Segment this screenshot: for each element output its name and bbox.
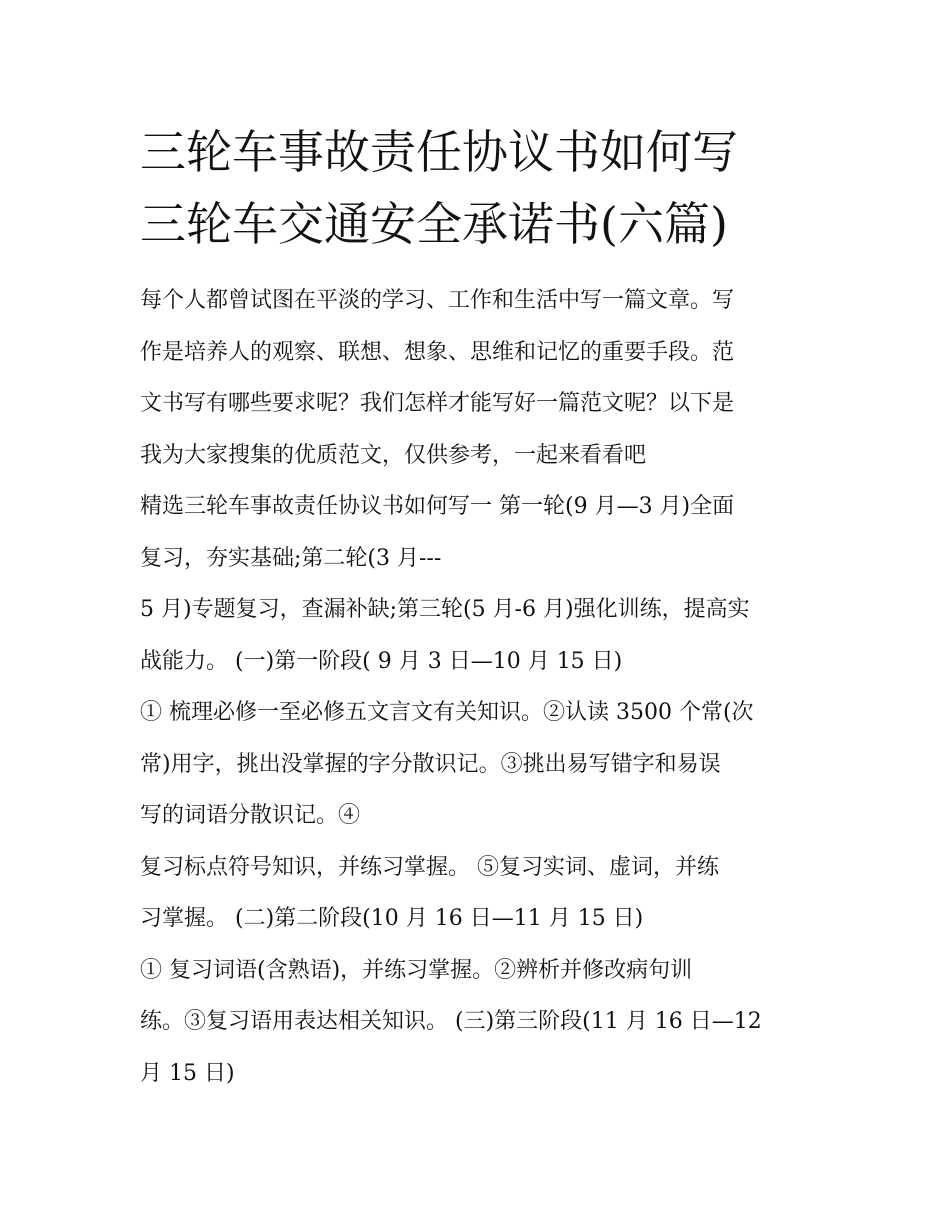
body-line: 练。③复习语用表达相关知识。 (三)第三阶段(11 月 16 日—12 [140,1009,762,1034]
document-title [140,116,840,260]
body-line: 战能力。 (一)第一阶段( 9 月 3 日—10 月 15 日) [140,648,623,674]
document-body [140,275,820,1099]
body-line: ① 复习词语(含熟语)，并练习掌握。②辨析并修改病句训 [140,957,693,983]
body-line: ① 梳理必修一至必修五文言文有关知识。②认读 3500 个常(次 [140,700,754,725]
body-line: 我为大家搜集的优质范文，仅供参考，一起来看看吧 [140,442,647,468]
body-line: 精选三轮车事故责任协议书如何写一 第一轮(9 月—3 月)全面 [140,494,735,519]
body-line: 写的词语分散识记。④ [140,803,361,828]
body-line: 常)用字，挑出没掌握的字分散识记。③挑出易写错字和易误 [140,751,721,777]
body-line: 复习，夯实基础;第二轮(3 月--- [140,545,442,571]
body-line: 文书写有哪些要求呢？我们怎样才能写好一篇范文呢？以下是 [140,391,735,416]
title-line-2: 三轮车交通安全承诺书(六篇) [140,197,728,251]
body-line: 习掌握。 (二)第二阶段(10 月 16 日—11 月 15 日) [140,906,644,931]
body-line: 月 15 日) [140,1060,235,1086]
body-line: 每个人都曾试图在平淡的学习、工作和生活中写一篇文章。写 [140,288,735,313]
title-line-1: 三轮车事故责任协议书如何写 [140,125,738,179]
body-line: 作是培养人的观察、联想、想象、思维和记忆的重要手段。范 [140,339,735,365]
body-line: 5 月)专题复习，查漏补缺;第三轮(5 月-6 月)强化训练，提高实 [140,597,750,622]
body-line: 复习标点符号知识，并练习掌握。 ⑤复习实词、虚词，并练 [140,854,719,880]
